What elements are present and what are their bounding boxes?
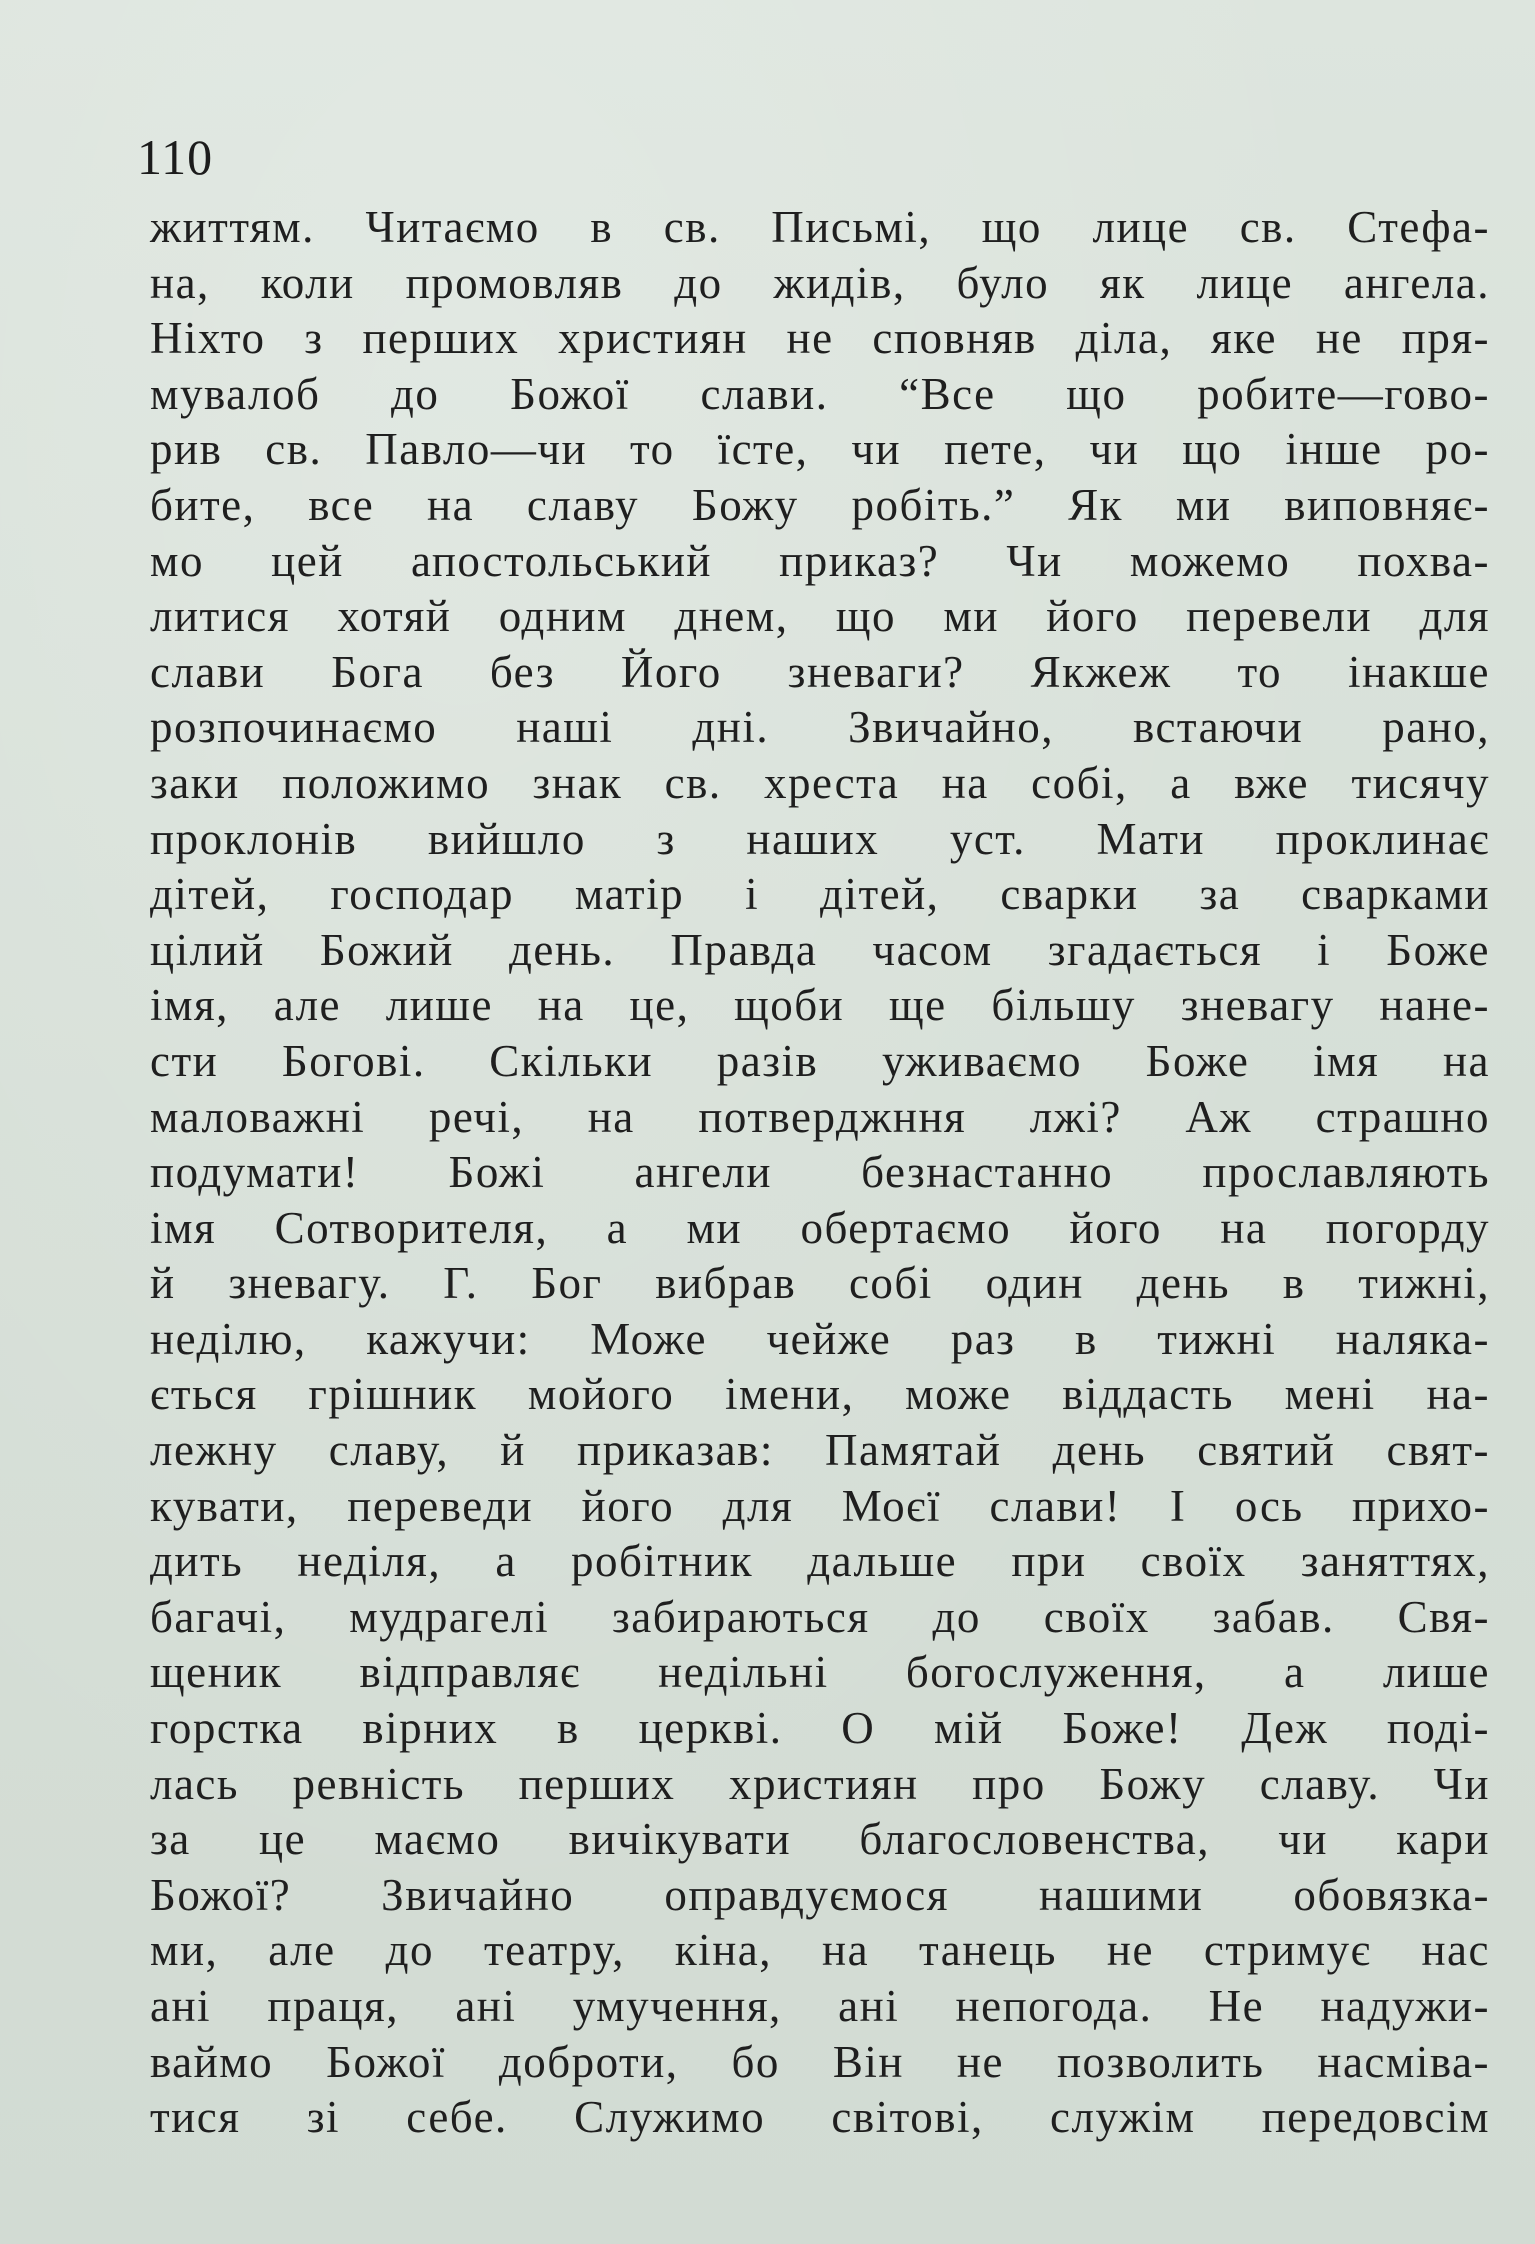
text-line: неділю, кажучи: Може чейже раз в тижні наляка- — [150, 1313, 1490, 1364]
text-line: мо цей апостольський приказ? Чи можемо похва- — [150, 535, 1490, 586]
text-line: імя, але лише на це, щоби ще більшу зневагу нане- — [150, 980, 1490, 1031]
text-line: життям. Читаємо в св. Письмі, що лице св. Стефа- — [150, 202, 1490, 252]
text-line: дітей, господар матір і дітей, сварки за сварками — [150, 869, 1490, 920]
text-line: ані праця, ані умучення, ані непогода. Не надужи- — [150, 1981, 1490, 2031]
text-line: Ніхто з перших християн не сповняв діла, яке не пря- — [150, 313, 1490, 364]
text-line: рив св. Павло—чи то їсте, чи пете, чи що інше ро- — [150, 424, 1490, 475]
text-line: маловажні речі, на потверджння лжі? Аж страшно — [150, 1091, 1490, 1142]
text-line: розпочинаємо наші дні. Звичайно, встаючи рано, — [150, 702, 1490, 753]
text-line: імя Сотворителя, а ми обертаємо його на погорду — [150, 1202, 1490, 1253]
text-line: багачі, мудрагелі забираються до своїх забав. Свя- — [150, 1591, 1490, 1642]
text-line: й зневагу. Г. Бог вибрав собі один день в тижні, — [150, 1258, 1490, 1309]
text-line: бите, все на славу Божу робіть.” Як ми виповняє- — [150, 479, 1490, 530]
text-line: на, коли промовляв до жидів, було як лице ангела. — [150, 257, 1490, 308]
text-line: за це маємо вичікувати благословенства, чи кари — [150, 1814, 1490, 1865]
text-line: цілий Божий день. Правда часом згадається і Боже — [150, 924, 1490, 975]
text-line: ється грішник мойого імени, може віддасть мені на- — [150, 1369, 1490, 1420]
text-line: горстка вірних в церкві. О мій Боже! Деж поді- — [150, 1703, 1490, 1754]
text-line: лась ревність перших християн про Божу славу. Чи — [150, 1758, 1490, 1809]
body-text — [150, 200, 1490, 2146]
text-line: щеник відправляє недільні богослуження, а лише — [150, 1647, 1490, 1698]
text-line: дить неділя, а робітник дальше при своїх заняттях, — [150, 1536, 1490, 1587]
text-line: заки положимо знак св. хреста на собі, а вже тисячу — [150, 757, 1490, 808]
text-line: кувати, переведи його для Моєї слави! І ось прихо- — [150, 1480, 1490, 1531]
text-line: слави Бога без Його зневаги? Якжеж то інакше — [150, 646, 1490, 697]
text-line: литися хотяй одним днем, що ми його перевели для — [150, 591, 1490, 642]
page-number: 110 — [137, 129, 214, 185]
text-line: мувалоб до Божої слави. “Все що робите—гово- — [150, 368, 1490, 419]
text-line: лежну славу, й приказав: Памятай день святий свят- — [150, 1425, 1490, 1476]
text-line: Божої? Звичайно оправдуємося нашими обовязка- — [150, 1869, 1490, 1920]
text-line: ваймо Божої доброти, бо Він не позволить насміва- — [150, 2036, 1490, 2087]
text-line: сти Богові. Скільки разів уживаємо Боже імя на — [150, 1035, 1490, 1086]
text-line: тися зі себе. Служимо світові, служім передовсім — [150, 2092, 1490, 2143]
text-line: ми, але до театру, кіна, на танець не стримує нас — [150, 1925, 1490, 1976]
text-line: проклонів вийшло з наших уст. Мати проклинає — [150, 813, 1490, 864]
text-line: подумати! Божі ангели безнастанно прославляють — [150, 1147, 1490, 1198]
